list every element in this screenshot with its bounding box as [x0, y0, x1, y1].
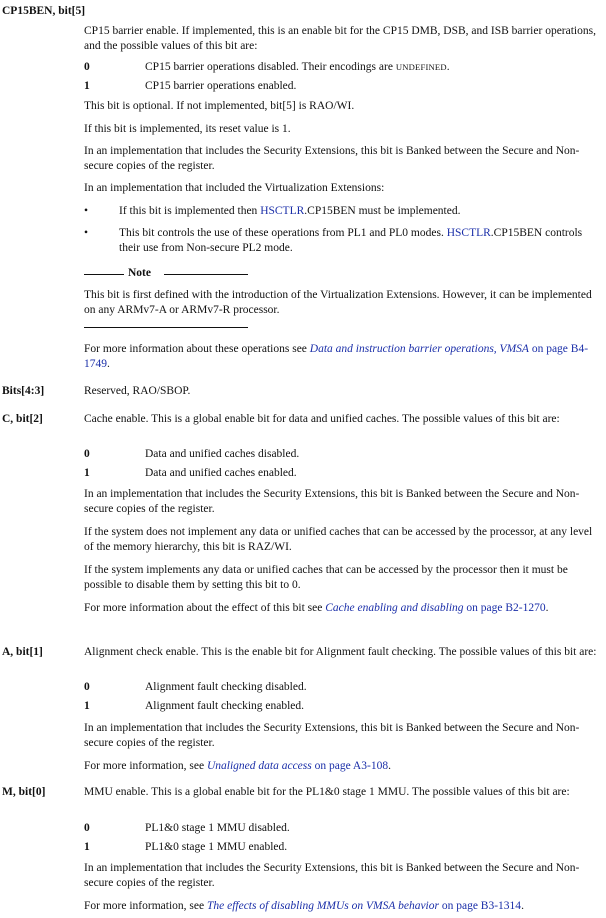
cp15ben-intro: CP15 barrier enable. If implemented, this is an enable bit for the CP15 DMB, DSB, and ISB barrier operations, and the possible values of this bit are: [84, 25, 596, 52]
value-description: PL1&0 stage 1 MMU disabled. [145, 822, 290, 834]
note-rule-right [164, 274, 248, 275]
value-code: 1 [84, 467, 90, 479]
abit-heading: A, bit[1] [2, 646, 43, 658]
mbit-value-1-row [84, 840, 598, 855]
page-reference-link[interactable]: on page A3-108 [314, 760, 389, 772]
value-description: Data and unified caches disabled. [145, 448, 300, 460]
value-code: 0 [84, 822, 90, 834]
abit-value-1-row [84, 699, 598, 714]
unaligned-access-link[interactable]: Unaligned data access [206, 760, 312, 772]
value-description: CP15 barrier operations disabled. Their encodings are UNDEFINED. [145, 61, 450, 73]
note-rule-bottom [84, 327, 248, 328]
value-description: Alignment fault checking disabled. [145, 681, 307, 693]
abit-banked: In an implementation that includes the Security Extensions, this bit is Banked between the Secure and Non-secure copies of the register. [84, 722, 580, 749]
cache-enabling-link[interactable]: Cache enabling and disabling [325, 602, 464, 614]
list-item: • If this bit is implemented then HSCTLR.CP15BEN must be implemented. [84, 205, 461, 217]
page-reference-link[interactable]: on page B2-1270 [466, 602, 546, 614]
list-item: • This bit controls the use of these operations from PL1 and PL0 modes. HSCTLR.CP15BEN controls their use from Non-secure PL2 mode. [84, 227, 583, 254]
undefined-term: UNDEFINED [395, 62, 447, 72]
cp15ben-more-info: For more information about these operations see Data and instruction barrier operations, VMSA on page B4-1749. [84, 343, 589, 370]
cp15ben-banked: In an implementation that includes the Security Extensions, this bit is Banked between the Secure and Non-secure copies of the register. [84, 145, 580, 172]
bullet-icon: • [84, 227, 89, 239]
value-code: 1 [84, 700, 90, 712]
cbit-disable: If the system implements any data or unified caches that can be accessed by the processor then it must be possible to disable them by setting this bit to 0. [84, 564, 568, 591]
cp15ben-value-0-row [84, 60, 598, 75]
value-description: CP15 barrier operations enabled. [145, 80, 297, 92]
abit-more-info: For more information, see Unaligned data access on page A3-108. [84, 760, 391, 772]
cp15ben-optional: This bit is optional. If not implemented, bit[5] is RAO/WI. [84, 100, 355, 112]
page-reference-link[interactable]: on page B4-1749 [84, 343, 589, 370]
value-code: 1 [84, 80, 90, 92]
cbit-intro: Cache enable. This is a global enable bit for data and unified caches. The possible values of this bit are: [84, 413, 560, 425]
abit-value-0-row [84, 680, 598, 695]
value-code: 1 [84, 841, 90, 853]
abit-intro: Alignment check enable. This is the enable bit for Alignment fault checking. The possible values of this bit are: [84, 646, 597, 658]
cp15ben-value-1-row [84, 79, 598, 94]
cbit-value-1-row [84, 466, 598, 481]
barrier-operations-link[interactable]: Data and instruction barrier operations, VMSA [309, 343, 529, 355]
cp15ben-virt: In an implementation that included the Virtualization Extensions: [84, 182, 385, 194]
value-code: 0 [84, 61, 90, 73]
cp15ben-reset: If this bit is implemented, its reset value is 1. [84, 123, 291, 135]
cbit-banked: In an implementation that includes the Security Extensions, this bit is Banked between the Secure and Non-secure copies of the register. [84, 488, 580, 515]
value-description: PL1&0 stage 1 MMU enabled. [145, 841, 288, 853]
bullet-icon: • [84, 205, 89, 217]
value-description: Alignment fault checking enabled. [145, 700, 305, 712]
cp15ben-heading: CP15BEN, bit[5] [2, 5, 86, 17]
cbit-heading: C, bit[2] [2, 413, 43, 425]
note-rule-left [84, 274, 124, 275]
mbit-banked: In an implementation that includes the Security Extensions, this bit is Banked between the Secure and Non-secure copies of the register. [84, 862, 580, 889]
page-reference-link[interactable]: on page B3-1314 [441, 900, 522, 912]
bits43-text: Reserved, RAO/SBOP. [84, 385, 191, 397]
value-code: 0 [84, 448, 90, 460]
note-text: This bit is first defined with the introduction of the Virtualization Extensions. However, it can be implemented on any ARMv7-A or ARMv7-R processor. [84, 289, 592, 316]
bits43-heading: Bits[4:3] [2, 385, 45, 397]
hsctlr-link[interactable]: HSCTLR [260, 205, 305, 217]
cbit-more-info: For more information about the effect of this bit see Cache enabling and disabling on page B2-1270. [84, 602, 549, 614]
value-code: 0 [84, 681, 90, 693]
hsctlr-link[interactable]: HSCTLR [446, 227, 491, 239]
mbit-heading: M, bit[0] [2, 786, 46, 798]
mbit-intro: MMU enable. This is a global enable bit for the PL1&0 stage 1 MMU. The possible values of this bit are: [84, 786, 570, 798]
cbit-raz: If the system does not implement any data or unified caches that can be accessed by the processor, at any level of the memory hierarchy, this bit is RAZ/WI. [84, 526, 593, 553]
mmu-effects-link[interactable]: The effects of disabling MMUs on VMSA behavior [206, 900, 439, 912]
value-description: Data and unified caches enabled. [145, 467, 297, 479]
note-label: Note [128, 267, 151, 279]
mbit-more-info: For more information, see The effects of disabling MMUs on VMSA behavior on page B3-1314. [84, 900, 524, 912]
cbit-value-0-row [84, 447, 598, 462]
mbit-value-0-row [84, 821, 598, 836]
